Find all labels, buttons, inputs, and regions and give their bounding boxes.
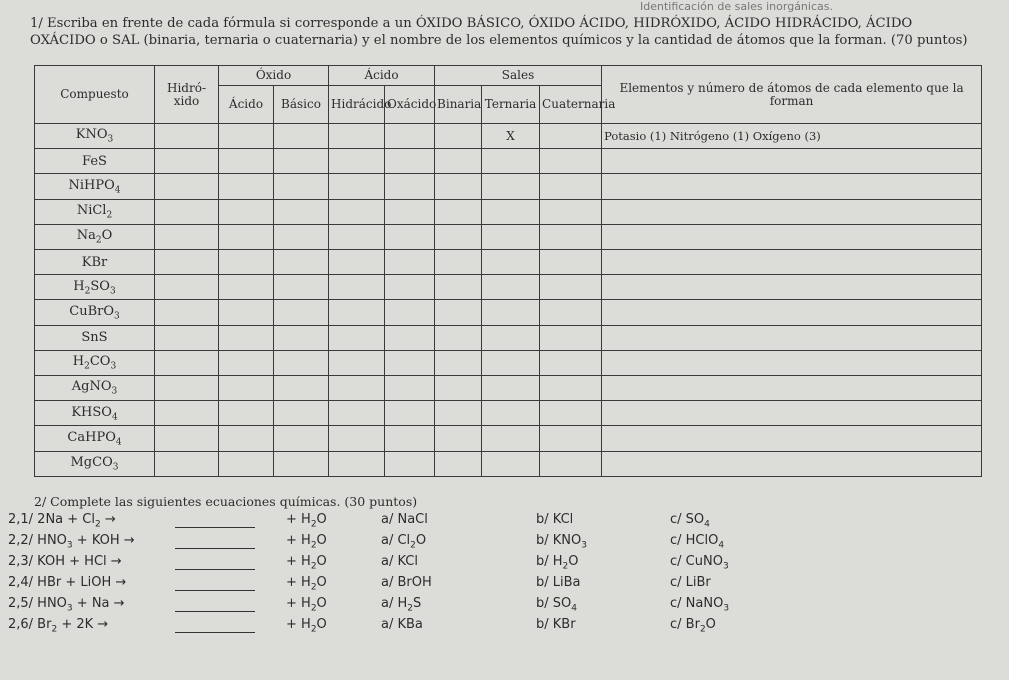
- header-compuesto: Compuesto: [35, 66, 155, 124]
- table-row: [35, 451, 982, 476]
- table-row: [35, 149, 982, 174]
- equation-product: + $H_2O$: [286, 554, 327, 572]
- elements-cell: [602, 250, 982, 275]
- compound-cell: $H_2CO_3$: [35, 350, 155, 375]
- elements-cell: [602, 174, 982, 199]
- option-b: b/ $KNO_3$: [536, 533, 587, 551]
- classification-cell: [540, 426, 602, 451]
- question-2-title: 2/ Complete las siguientes ecuaciones químicas. (30 puntos): [34, 494, 418, 509]
- compound-cell: FeS: [35, 149, 155, 174]
- classification-cell: [482, 224, 540, 249]
- classification-cell: [435, 376, 482, 401]
- equation-reactants: 2,4/ HBr + LiOH →: [8, 575, 127, 590]
- classification-cell: [435, 124, 482, 149]
- option-a: a/ BrOH: [381, 575, 432, 590]
- classification-cell: [435, 401, 482, 426]
- classification-cell: [435, 199, 482, 224]
- classification-cell: [540, 451, 602, 476]
- classification-cell: [540, 275, 602, 300]
- equation-product: + $H_2O$: [286, 617, 327, 635]
- classification-cell: [329, 350, 385, 375]
- classification-cell: [274, 275, 329, 300]
- elements-cell: [602, 300, 982, 325]
- classification-cell: [274, 300, 329, 325]
- answer-blank[interactable]: [175, 557, 255, 574]
- option-b: b/ KBr: [536, 617, 576, 632]
- classification-cell: [219, 426, 274, 451]
- classification-cell: [219, 149, 274, 174]
- classification-cell: [482, 250, 540, 275]
- classification-cell: X: [482, 124, 540, 149]
- classification-cell: [155, 149, 219, 174]
- classification-cell: [274, 149, 329, 174]
- option-c: c/ NaNO$_3$: [670, 596, 730, 614]
- classification-cell: [329, 199, 385, 224]
- classification-cell: [435, 224, 482, 249]
- classification-cell: [274, 325, 329, 350]
- classification-cell: [219, 199, 274, 224]
- elements-cell: [602, 401, 982, 426]
- header-oxido-acido: Ácido: [219, 86, 274, 124]
- equation-reactants: 2,5/ $HNO_3 + Na$ →: [8, 596, 125, 614]
- compound-cell: $KNO_3$: [35, 124, 155, 149]
- classification-cell: [385, 174, 435, 199]
- elements-cell: [602, 426, 982, 451]
- elements-cell: [602, 350, 982, 375]
- classification-cell: [482, 451, 540, 476]
- classification-cell: [540, 124, 602, 149]
- equation-reactants: 2,2/ $HNO_3$ + KOH →: [8, 533, 135, 551]
- classification-cell: [329, 149, 385, 174]
- option-a: a/ NaCl: [381, 512, 428, 527]
- elements-cell: [602, 224, 982, 249]
- option-c: c/ $SO_4$: [670, 512, 710, 530]
- classification-cell: [274, 224, 329, 249]
- header-elementos: Elementos y número de átomos de cada elemento que la forman: [602, 66, 982, 124]
- header-sal-binaria: Binaria: [435, 86, 482, 124]
- classification-cell: [482, 350, 540, 375]
- classification-cell: [329, 325, 385, 350]
- classification-cell: [155, 224, 219, 249]
- classification-cell: [482, 275, 540, 300]
- option-a: a/ KBa: [381, 617, 423, 632]
- classification-cell: [385, 275, 435, 300]
- classification-cell: [329, 275, 385, 300]
- answer-blank[interactable]: [175, 515, 255, 532]
- classification-cell: [385, 451, 435, 476]
- classification-cell: [274, 451, 329, 476]
- classification-table-wrapper: [34, 65, 982, 477]
- classification-cell: [482, 426, 540, 451]
- classification-cell: [329, 174, 385, 199]
- classification-cell: [482, 401, 540, 426]
- option-b: b/ $SO_4$: [536, 596, 577, 614]
- answer-blank[interactable]: [175, 599, 255, 616]
- classification-cell: [274, 174, 329, 199]
- classification-cell: [155, 124, 219, 149]
- equation-product: + $H_2O$: [286, 596, 327, 614]
- compound-cell: MgCO$_3$: [35, 451, 155, 476]
- classification-cell: [385, 350, 435, 375]
- compound-cell: NiCl$_2$: [35, 199, 155, 224]
- table-row: [35, 224, 982, 249]
- option-c: c/ LiBr: [670, 575, 711, 590]
- classification-cell: [540, 376, 602, 401]
- elements-cell: [602, 149, 982, 174]
- classification-cell: [329, 300, 385, 325]
- option-c: c/ $Br_2O$: [670, 617, 716, 635]
- classification-cell: [155, 250, 219, 275]
- classification-cell: [385, 300, 435, 325]
- classification-cell: [540, 325, 602, 350]
- classification-cell: [540, 149, 602, 174]
- classification-cell: [329, 426, 385, 451]
- classification-cell: [274, 124, 329, 149]
- compound-cell: $H_2SO_3$: [35, 275, 155, 300]
- classification-cell: [385, 199, 435, 224]
- compound-cell: KBr: [35, 250, 155, 275]
- compound-cell: NiHPO$_4$: [35, 174, 155, 199]
- classification-cell: [274, 401, 329, 426]
- header-hidroxido: Hidró-xido: [155, 66, 219, 124]
- classification-cell: [435, 174, 482, 199]
- classification-cell: [155, 401, 219, 426]
- classification-cell: [435, 451, 482, 476]
- classification-cell: [385, 224, 435, 249]
- classification-cell: [435, 300, 482, 325]
- classification-cell: [219, 401, 274, 426]
- classification-cell: [219, 376, 274, 401]
- table-row: [35, 426, 982, 451]
- classification-cell: [435, 350, 482, 375]
- classification-cell: [155, 174, 219, 199]
- classification-cell: [482, 300, 540, 325]
- compound-cell: CuBrO$_3$: [35, 300, 155, 325]
- answer-blank[interactable]: [175, 578, 255, 595]
- classification-cell: [329, 451, 385, 476]
- elements-cell: [602, 199, 982, 224]
- classification-cell: [435, 426, 482, 451]
- elements-cell: Potasio (1) Nitrógeno (1) Oxígeno (3): [602, 124, 982, 149]
- classification-cell: [329, 224, 385, 249]
- elements-cell: [602, 451, 982, 476]
- classification-cell: [155, 300, 219, 325]
- equation-product: + $H_2O$: [286, 575, 327, 593]
- classification-cell: [385, 325, 435, 350]
- header-sal-ternaria: Ternaria: [482, 86, 540, 124]
- table-row: [35, 376, 982, 401]
- classification-cell: [219, 224, 274, 249]
- elements-cell: [602, 325, 982, 350]
- classification-cell: [385, 426, 435, 451]
- classification-cell: [155, 376, 219, 401]
- classification-cell: [482, 199, 540, 224]
- equation-reactants: 2,6/ $Br_2 + 2K$ →: [8, 617, 109, 635]
- equation-reactants: 2,1/ $2Na + Cl_2$ →: [8, 512, 116, 530]
- classification-table: [34, 65, 982, 477]
- equation-reactants: 2,3/ KOH + HCl →: [8, 554, 122, 569]
- header-sal-cuaternaria: Cuaternaria: [540, 86, 602, 124]
- option-c: c/ HClO$_4$: [670, 533, 725, 551]
- option-a: a/ KCl: [381, 554, 418, 569]
- classification-cell: [385, 376, 435, 401]
- classification-cell: [540, 250, 602, 275]
- answer-blank[interactable]: [175, 536, 255, 553]
- classification-cell: [219, 300, 274, 325]
- classification-cell: [155, 275, 219, 300]
- classification-cell: [274, 376, 329, 401]
- question-1-line-2: OXÁCIDO o SAL (binaria, ternaria o cuaternaria) y el nombre de los elementos químicos y la cantidad de átomos que la forman. (70 puntos): [30, 33, 968, 48]
- classification-cell: [219, 174, 274, 199]
- classification-cell: [155, 199, 219, 224]
- option-a: a/ $H_2S$: [381, 596, 422, 614]
- classification-cell: [482, 174, 540, 199]
- option-c: c/ CuNO$_3$: [670, 554, 729, 572]
- option-a: a/ $Cl_2O$: [381, 533, 427, 551]
- classification-cell: [219, 275, 274, 300]
- header-oxido-basico: Básico: [274, 86, 329, 124]
- classification-cell: [435, 250, 482, 275]
- classification-cell: [385, 250, 435, 275]
- elements-cell: [602, 376, 982, 401]
- classification-cell: [219, 325, 274, 350]
- classification-cell: [155, 350, 219, 375]
- question-1-instructions: [30, 15, 990, 49]
- question-1-line-1: 1/ Escriba en frente de cada fórmula si corresponde a un ÓXIDO BÁSICO, ÓXIDO ÁCIDO, HIDRÓXIDO, ÁCIDO HIDRÁCIDO, ÁCIDO: [30, 16, 913, 31]
- compound-cell: $KHSO_4$: [35, 401, 155, 426]
- table-row: [35, 124, 982, 149]
- classification-cell: [435, 325, 482, 350]
- classification-cell: [540, 174, 602, 199]
- classification-cell: [540, 224, 602, 249]
- classification-cell: [329, 401, 385, 426]
- classification-cell: [155, 426, 219, 451]
- classification-cell: [274, 250, 329, 275]
- table-row: [35, 401, 982, 426]
- header-acido: Ácido: [329, 66, 435, 86]
- elements-cell: [602, 275, 982, 300]
- classification-cell: [329, 376, 385, 401]
- classification-cell: [274, 426, 329, 451]
- option-b: b/ LiBa: [536, 575, 581, 590]
- compound-cell: CaHPO$_4$: [35, 426, 155, 451]
- classification-cell: [385, 401, 435, 426]
- table-row: [35, 275, 982, 300]
- option-b: b/ KCl: [536, 512, 574, 527]
- classification-cell: [435, 149, 482, 174]
- classification-cell: [329, 124, 385, 149]
- answer-blank[interactable]: [175, 620, 255, 637]
- classification-cell: [540, 300, 602, 325]
- equation-product: + $H_2O$: [286, 512, 327, 530]
- table-row: [35, 350, 982, 375]
- classification-cell: [385, 124, 435, 149]
- header-acido-oxacido: Oxácido: [385, 86, 435, 124]
- classification-cell: [540, 401, 602, 426]
- page-header-fragment: Identificación de sales inorgánicas.: [640, 0, 833, 13]
- classification-cell: [435, 275, 482, 300]
- classification-cell: [540, 199, 602, 224]
- option-b: b/ $H_2O$: [536, 554, 579, 572]
- classification-cell: [482, 149, 540, 174]
- table-row: [35, 300, 982, 325]
- classification-cell: [219, 451, 274, 476]
- table-row: [35, 174, 982, 199]
- table-row: [35, 250, 982, 275]
- header-oxido: Óxido: [219, 66, 329, 86]
- classification-cell: [385, 149, 435, 174]
- header-sales: Sales: [435, 66, 602, 86]
- classification-cell: [540, 350, 602, 375]
- classification-cell: [155, 451, 219, 476]
- classification-cell: [219, 124, 274, 149]
- classification-cell: [482, 325, 540, 350]
- classification-cell: [219, 350, 274, 375]
- classification-cell: [482, 376, 540, 401]
- classification-cell: [274, 350, 329, 375]
- table-row: [35, 325, 982, 350]
- compound-cell: SnS: [35, 325, 155, 350]
- classification-cell: [155, 325, 219, 350]
- classification-cell: [274, 199, 329, 224]
- classification-cell: [219, 250, 274, 275]
- compound-cell: AgNO$_3$: [35, 376, 155, 401]
- compound-cell: $Na_2O$: [35, 224, 155, 249]
- header-acido-hidracido: Hidrácido: [329, 86, 385, 124]
- classification-cell: [329, 250, 385, 275]
- table-row: [35, 199, 982, 224]
- equation-product: + $H_2O$: [286, 533, 327, 551]
